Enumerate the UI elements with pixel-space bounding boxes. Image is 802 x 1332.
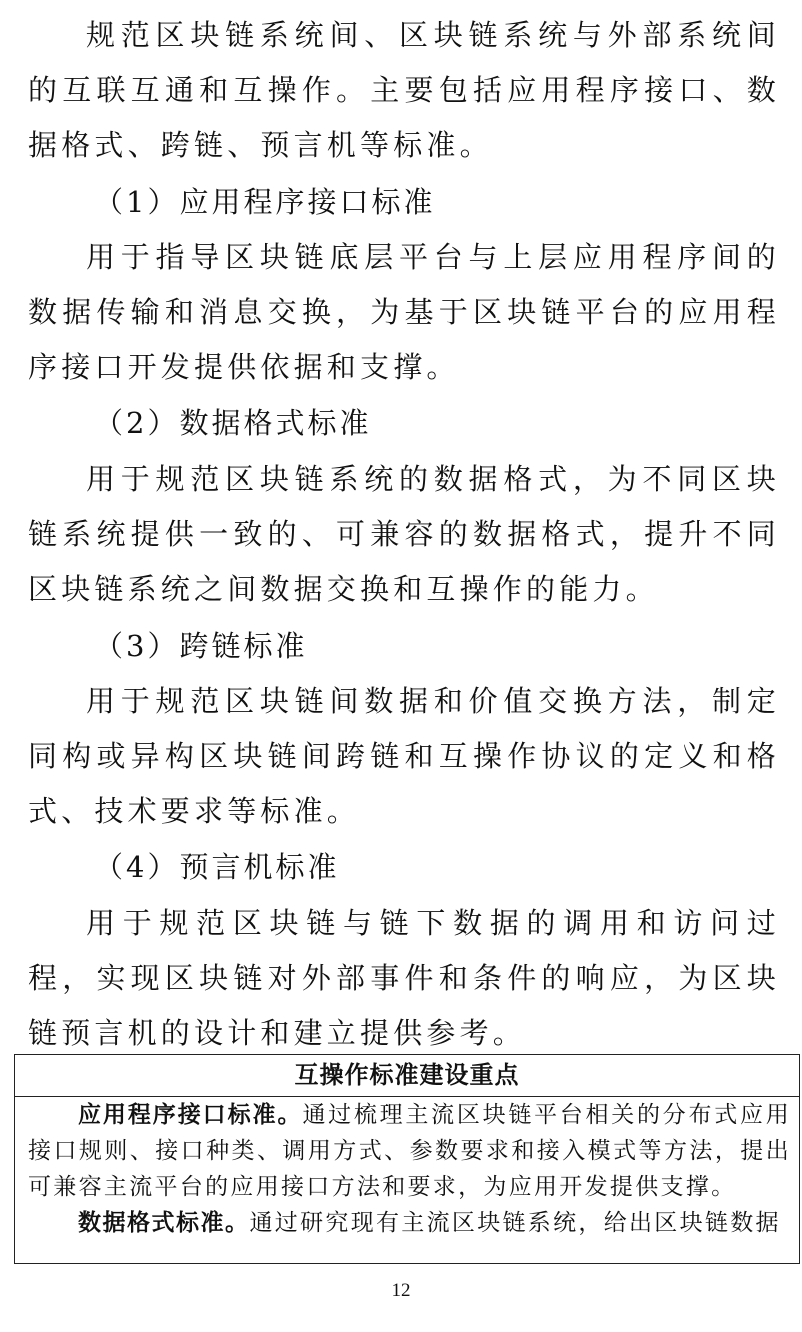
page-number: 12 [391, 1280, 411, 1301]
key-points-box [14, 1054, 800, 1264]
section-body-api: 用于指导区块链底层平台与上层应用程序间的数据传输和消息交换，为基于区块链平台的应用程序接口开发提供依据和支撑。 [28, 240, 780, 384]
box-item-api [15, 1097, 799, 1205]
box-item-text: 通过研究现有主流区块链系统，给出区块链数据 [249, 1210, 781, 1236]
intro-paragraph: 规范区块链系统间、区块链系统与外部系统间的互联互通和互操作。主要包括应用程序接口、数据格式、跨链、预言机等标准。 [28, 18, 780, 162]
box-item-lead: 应用程序接口标准。 [78, 1102, 303, 1128]
box-item-data-format [15, 1205, 799, 1241]
section-heading-api: （1）应用程序接口标准 [94, 185, 436, 219]
section-body-data-format: 用于规范区块链系统的数据格式，为不同区块链系统提供一致的、可兼容的数据格式，提升不同区块链系统之间数据交换和互操作的能力。 [28, 462, 780, 606]
box-title: 互操作标准建设重点 [15, 1055, 799, 1097]
box-item-lead: 数据格式标准。 [78, 1210, 250, 1236]
box-item-text: 通过梳理主流区块链平台相关的分布式应用接口规则、接口种类、调用方式、参数要求和接入模式等方法，提出可兼容主流平台的应用接口方法和要求，为应用开发提供支撑。 [28, 1102, 792, 1200]
section-heading-data-format: （2）数据格式标准 [94, 406, 372, 440]
section-body-cross-chain: 用于规范区块链间数据和价值交换方法，制定同构或异构区块链间跨链和互操作协议的定义和格式、技术要求等标准。 [28, 684, 780, 828]
section-heading-oracle: （4）预言机标准 [94, 850, 340, 884]
section-body-oracle: 用于规范区块链与链下数据的调用和访问过程，实现区块链对外部事件和条件的响应，为区块链预言机的设计和建立提供参考。 [28, 906, 780, 1050]
section-heading-cross-chain: （3）跨链标准 [94, 629, 308, 663]
